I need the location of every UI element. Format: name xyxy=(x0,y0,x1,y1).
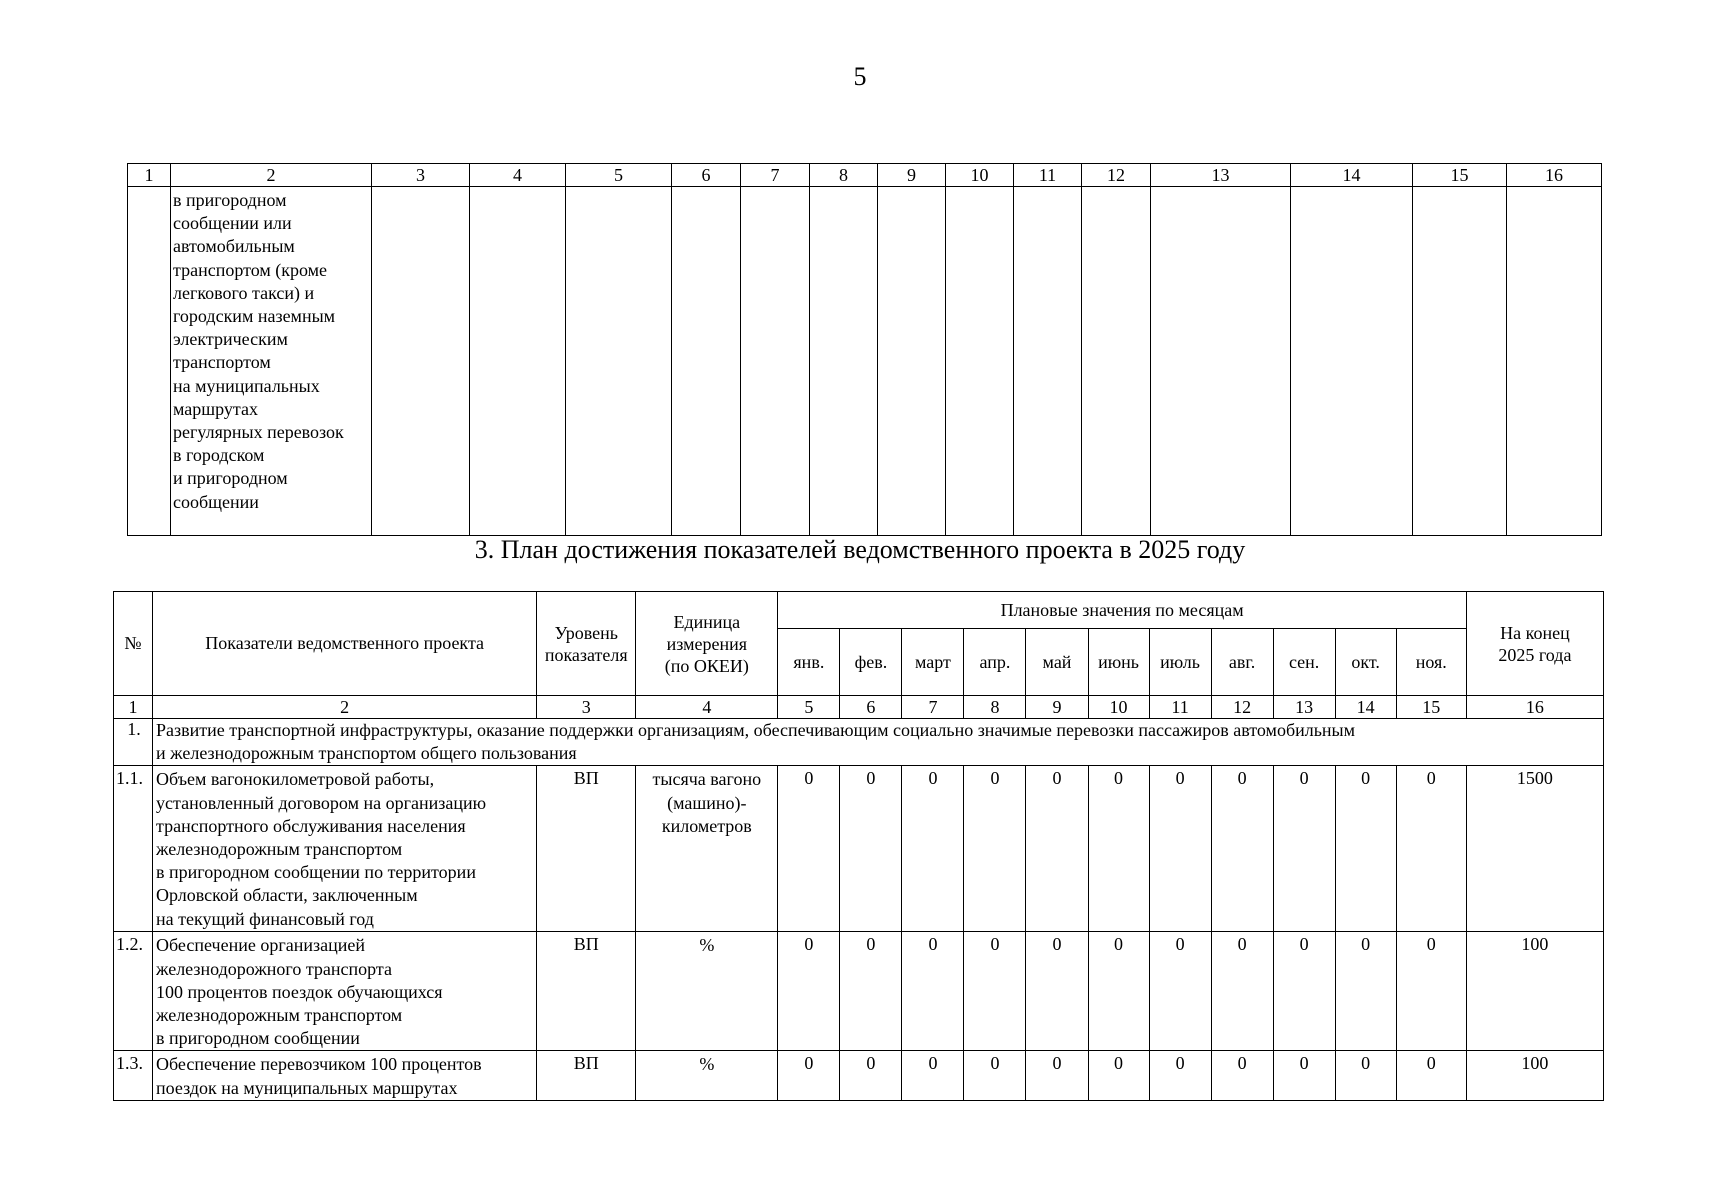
empty-cell xyxy=(1507,187,1602,536)
column-number: 1 xyxy=(128,164,171,187)
month-value: 0 xyxy=(1211,1051,1273,1101)
header-month: сен. xyxy=(1273,629,1335,696)
header-level: Уровень показателя xyxy=(537,592,636,696)
column-number: 13 xyxy=(1151,164,1291,187)
column-number: 3 xyxy=(372,164,470,187)
empty-cell xyxy=(946,187,1014,536)
column-number: 12 xyxy=(1082,164,1151,187)
month-value: 0 xyxy=(1335,766,1396,932)
indicator-name: Обеспечение перевозчиком 100 процентов поездок на муниципальных маршрутах xyxy=(153,1051,537,1101)
month-value: 0 xyxy=(1149,766,1211,932)
empty-cell xyxy=(1291,187,1413,536)
month-value: 0 xyxy=(1088,932,1149,1051)
month-value: 0 xyxy=(1211,766,1273,932)
empty-cell xyxy=(741,187,810,536)
month-value: 0 xyxy=(1088,766,1149,932)
header-month: июнь xyxy=(1088,629,1149,696)
column-number: 4 xyxy=(470,164,566,187)
month-value: 0 xyxy=(1026,932,1088,1051)
header-end-of-year: На конец 2025 года xyxy=(1466,592,1603,696)
header-month: май xyxy=(1026,629,1088,696)
header-monthly-group: Плановые значения по месяцам xyxy=(778,592,1466,629)
month-value: 0 xyxy=(1273,932,1335,1051)
empty-cell xyxy=(810,187,878,536)
month-value: 0 xyxy=(964,1051,1026,1101)
month-value: 0 xyxy=(1088,1051,1149,1101)
column-number: 15 xyxy=(1413,164,1507,187)
month-value: 0 xyxy=(840,766,902,932)
column-number: 7 xyxy=(741,164,810,187)
month-value: 0 xyxy=(1149,932,1211,1051)
table-row xyxy=(114,932,1604,1051)
row-number: 1.2. xyxy=(114,932,153,1051)
end-of-year-value: 1500 xyxy=(1466,766,1603,932)
column-number: 2 xyxy=(153,696,537,719)
month-value: 0 xyxy=(1026,766,1088,932)
indicator-unit: тысяча вагоно (машино)- километров xyxy=(636,766,778,932)
row-number: 1.3. xyxy=(114,1051,153,1101)
header-month: окт. xyxy=(1335,629,1396,696)
column-number: 12 xyxy=(1211,696,1273,719)
column-number: 16 xyxy=(1507,164,1602,187)
month-value: 0 xyxy=(1026,1051,1088,1101)
header-month: март xyxy=(902,629,964,696)
empty-cell xyxy=(566,187,672,536)
empty-cell xyxy=(1014,187,1082,536)
column-number: 5 xyxy=(778,696,840,719)
indicators-plan-table xyxy=(113,591,1604,1101)
indicator-unit: % xyxy=(636,932,778,1051)
section-row xyxy=(114,719,1604,766)
header-month: янв. xyxy=(778,629,840,696)
header-month: ноя. xyxy=(1396,629,1466,696)
table-row xyxy=(114,1051,1604,1101)
empty-cell xyxy=(1413,187,1507,536)
section-text: Развитие транспортной инфраструктуры, оказание поддержки организациям, обеспечивающим социально значимые перевозки пассажиров автомобильным и железнодорожным транспортом общего пользования xyxy=(153,719,1604,766)
column-number: 4 xyxy=(636,696,778,719)
column-number: 1 xyxy=(114,696,153,719)
month-value: 0 xyxy=(778,1051,840,1101)
column-number: 9 xyxy=(1026,696,1088,719)
empty-cell xyxy=(1082,187,1151,536)
month-value: 0 xyxy=(1149,1051,1211,1101)
end-of-year-value: 100 xyxy=(1466,932,1603,1051)
month-value: 0 xyxy=(902,932,964,1051)
month-value: 0 xyxy=(1396,1051,1466,1101)
empty-cell xyxy=(470,187,566,536)
column-number: 8 xyxy=(964,696,1026,719)
header-row xyxy=(114,592,1604,629)
table-row xyxy=(114,766,1604,932)
column-number: 2 xyxy=(171,164,372,187)
indicator-unit: % xyxy=(636,1051,778,1101)
empty-cell xyxy=(1151,187,1291,536)
indicator-name: Объем вагонокилометровой работы, установленный договором на организацию транспортного обслуживания населения железнодорожным транспортом в пригородном сообщении по территории Орловской области, заключенным на текущий финансовый год xyxy=(153,766,537,932)
month-value: 0 xyxy=(902,1051,964,1101)
continuation-header-row xyxy=(128,164,1602,187)
month-value: 0 xyxy=(778,932,840,1051)
month-value: 0 xyxy=(1396,766,1466,932)
month-value: 0 xyxy=(902,766,964,932)
header-month: фев. xyxy=(840,629,902,696)
continuation-table xyxy=(127,163,1602,536)
indicator-name: Обеспечение организацией железнодорожного транспорта 100 процентов поездок обучающихся железнодорожным транспортом в пригородном сообщении xyxy=(153,932,537,1051)
indicator-level: ВП xyxy=(537,766,636,932)
month-value: 0 xyxy=(1211,932,1273,1051)
header-month: авг. xyxy=(1211,629,1273,696)
section-title: 3. План достижения показателей ведомственного проекта в 2025 году xyxy=(474,535,1246,564)
month-value: 0 xyxy=(1335,1051,1396,1101)
column-number: 10 xyxy=(946,164,1014,187)
column-numbers-row xyxy=(114,696,1604,719)
continuation-body-row xyxy=(128,187,1602,536)
empty-cell xyxy=(672,187,741,536)
header-month: июль xyxy=(1149,629,1211,696)
month-value: 0 xyxy=(964,766,1026,932)
indicator-text-continuation: в пригородном сообщении или автомобильным транспортом (кроме легкового такси) и городским наземным электрическим транспортом на муниципальных маршрутах регулярных перевозок в городском и пригородном сообщении xyxy=(171,187,372,536)
column-number: 14 xyxy=(1335,696,1396,719)
header-no: № xyxy=(114,592,153,696)
section-number: 1. xyxy=(114,719,153,766)
column-number: 5 xyxy=(566,164,672,187)
month-value: 0 xyxy=(1273,1051,1335,1101)
month-value: 0 xyxy=(840,932,902,1051)
column-number: 15 xyxy=(1396,696,1466,719)
column-number: 6 xyxy=(672,164,741,187)
row-number: 1.1. xyxy=(114,766,153,932)
empty-cell xyxy=(128,187,171,536)
column-number: 8 xyxy=(810,164,878,187)
month-value: 0 xyxy=(778,766,840,932)
indicator-level: ВП xyxy=(537,1051,636,1101)
column-number: 11 xyxy=(1014,164,1082,187)
indicator-level: ВП xyxy=(537,932,636,1051)
month-value: 0 xyxy=(1335,932,1396,1051)
column-number: 16 xyxy=(1466,696,1603,719)
column-number: 13 xyxy=(1273,696,1335,719)
month-value: 0 xyxy=(964,932,1026,1051)
end-of-year-value: 100 xyxy=(1466,1051,1603,1101)
column-number: 14 xyxy=(1291,164,1413,187)
empty-cell xyxy=(878,187,946,536)
column-number: 7 xyxy=(902,696,964,719)
header-unit: Единица измерения (по ОКЕИ) xyxy=(636,592,778,696)
header-month: апр. xyxy=(964,629,1026,696)
month-value: 0 xyxy=(1273,766,1335,932)
column-number: 6 xyxy=(840,696,902,719)
month-value: 0 xyxy=(1396,932,1466,1051)
column-number: 10 xyxy=(1088,696,1149,719)
empty-cell xyxy=(372,187,470,536)
month-value: 0 xyxy=(840,1051,902,1101)
column-number: 9 xyxy=(878,164,946,187)
column-number: 11 xyxy=(1149,696,1211,719)
column-number: 3 xyxy=(537,696,636,719)
header-indicator: Показатели ведомственного проекта xyxy=(153,592,537,696)
page-number: 5 xyxy=(853,62,867,91)
